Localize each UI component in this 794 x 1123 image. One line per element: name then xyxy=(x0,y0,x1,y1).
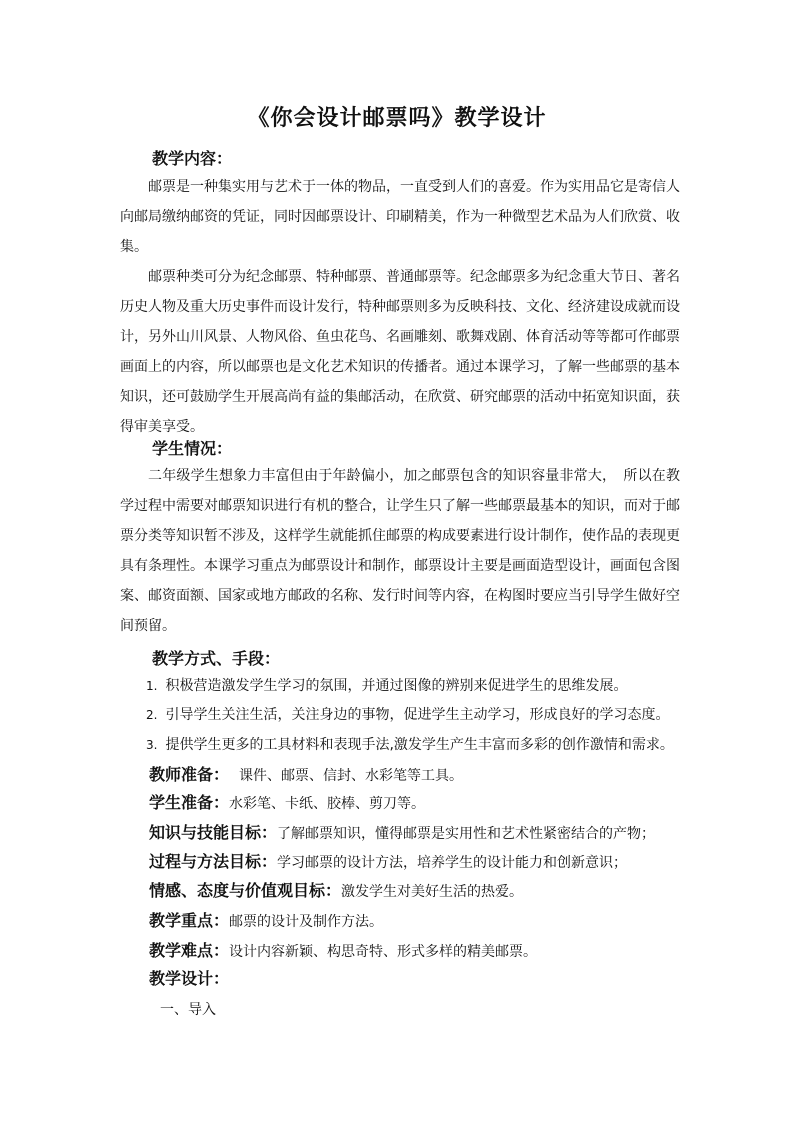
method-item-2 xyxy=(146,704,669,724)
difficulty-value: 设计内容新颖、构思奇特、形式多样的精美邮票。 xyxy=(229,944,538,960)
emotion-goal-row xyxy=(149,878,523,901)
difficulty-label: 教学难点： xyxy=(149,941,230,960)
key-point-value: 邮票的设计及制作方法。 xyxy=(229,914,384,930)
method-item-number: 1. xyxy=(146,679,158,693)
section-heading-students: 学生情况： xyxy=(152,439,233,458)
key-point-label: 教学重点： xyxy=(149,911,230,930)
process-goal-value: 学习邮票的设计方法，培养学生的设计能力和创新意识； xyxy=(277,855,628,871)
method-item-text: 引导学生关注生活，关注身边的事物，促进学生主动学习，形成良好的学习态度。 xyxy=(165,707,670,723)
teacher-prep-label: 教师准备： xyxy=(149,765,230,784)
difficulty-row xyxy=(149,938,537,961)
method-item-1 xyxy=(146,675,627,695)
design-step-intro: 一、导入 xyxy=(160,1002,216,1018)
process-goal-row xyxy=(149,849,627,872)
emotion-goal-label: 情感、态度与价值观目标： xyxy=(149,881,342,900)
method-item-text: 提供学生更多的工具材料和表现手法,激发学生产生丰富而多彩的创作激情和需求。 xyxy=(165,737,674,753)
section-heading-methods: 教学方式、手段： xyxy=(152,649,281,668)
student-prep-row xyxy=(149,790,425,813)
teacher-prep-row xyxy=(149,762,463,785)
content-paragraph-1: 邮票是一种集实用与艺术于一体的物品，一直受到人们的喜爱。作为实用品它是寄信人向邮局缴纳邮资的凭证，同时因邮票设计、印刷精美，作为一种微型艺术品为人们欣赏、收集。 xyxy=(120,179,680,255)
method-item-3 xyxy=(146,734,674,754)
method-item-number: 3. xyxy=(146,738,158,752)
students-paragraph: 二年级学生想象力丰富但由于年龄偏小，加之邮票包含的知识容量非常大， 所以在教学过程中需要对邮票知识进行有机的整合，让学生只了解一些邮票最基本的知识，而对于邮票分类等知识暂不涉及，这样学生就能抓住邮票的构成要素进行设计制作，使作品的表现更具有条理性。本课学习重点为邮票设计和制作，邮票设计主要是画面造型设计，画面包含图案、邮资面额、国家或地方邮政的名称、发行时间等内容，在构图时要应当引导学生做好空间预留。 xyxy=(120,468,680,634)
process-goal-label: 过程与方法目标： xyxy=(149,852,278,871)
key-point-row xyxy=(149,908,383,931)
section-heading-content: 教学内容： xyxy=(152,149,233,168)
teacher-prep-value: 课件、邮票、信封、水彩笔等工具。 xyxy=(239,768,464,784)
method-item-number: 2. xyxy=(146,708,158,722)
student-prep-value: 水彩笔、卡纸、胶棒、剪刀等。 xyxy=(229,796,426,812)
emotion-goal-value: 激发学生对美好生活的热爱。 xyxy=(341,884,524,900)
method-item-text: 积极营造激发学生学习的氛围，并通过图像的辨别来促进学生的思维发展。 xyxy=(165,678,628,694)
section-heading-design: 教学设计： xyxy=(149,969,230,988)
content-paragraph-2: 邮票种类可分为纪念邮票、特种邮票、普通邮票等。纪念邮票多为纪念重大节日、著名历史人物及重大历史事件而设计发行，特种邮票则多为反映科技、文化、经济建设成就而设计，另外山川风景、人物风俗、鱼虫花鸟、名画雕刻、歌舞戏剧、体育活动等等都可作邮票画面上的内容，所以邮票也是文化艺术知识的传播者。通过本课学习，了解一些邮票的基本知识，还可鼓励学生开展高尚有益的集邮活动，在欣赏、研究邮票的活动中拓宽知识面，获得审美享受。 xyxy=(120,269,680,435)
student-prep-label: 学生准备： xyxy=(149,793,230,812)
knowledge-goal-label: 知识与技能目标： xyxy=(149,823,278,842)
document-title: 《你会设计邮票吗》教学设计 xyxy=(247,105,547,131)
knowledge-goal-value: 了解邮票知识，懂得邮票是实用性和艺术性紧密结合的产物； xyxy=(277,826,656,842)
knowledge-goal-row xyxy=(149,820,655,843)
